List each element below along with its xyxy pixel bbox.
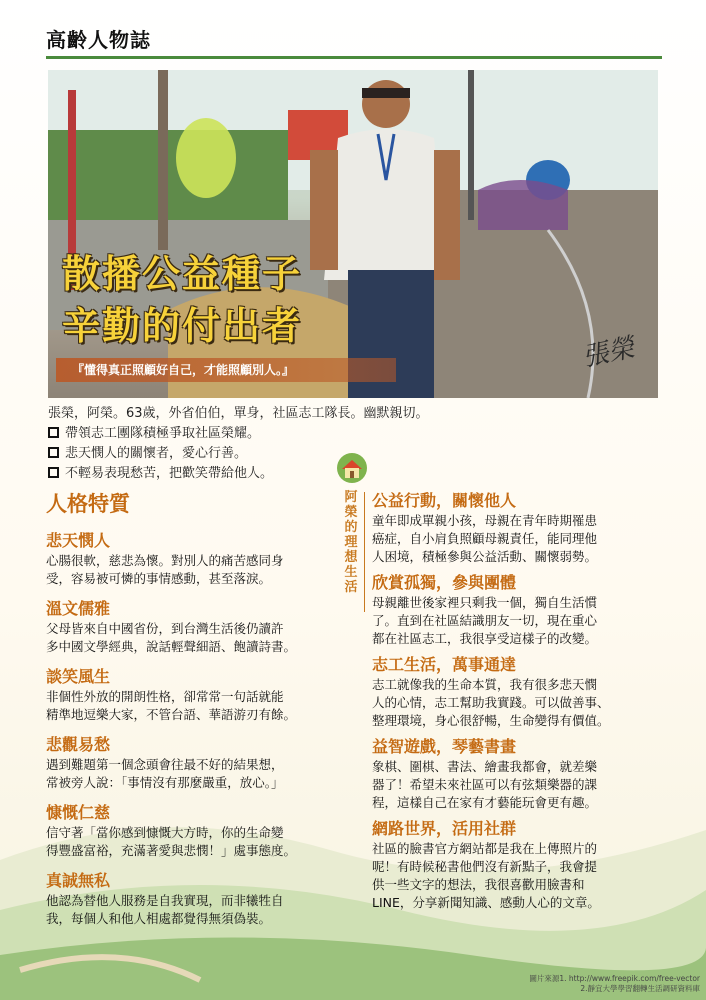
- vertical-title: [342, 490, 360, 595]
- trait-line: 受，容易被可憐的事情感動，甚至落淚。: [46, 571, 272, 586]
- quote-bar: 『懂得真正照顧好自己，才能照顧別人。』: [56, 358, 396, 382]
- ideal-life-line: 整理環境，身心很舒暢，生命變得有價值。: [372, 713, 610, 728]
- ideal-life-body: [372, 676, 664, 730]
- header-title: 高齡人物誌: [46, 28, 151, 52]
- ideal-life-body: [372, 594, 664, 648]
- ideal-life-line: 象棋、圍棋、書法、繪畫我都會，就差樂: [372, 759, 598, 774]
- trait-heading: 溫文儒雅: [46, 599, 111, 618]
- headline: [62, 248, 302, 352]
- checkbox-icon: [48, 447, 59, 458]
- trait-heading: 悲天憫人: [46, 531, 111, 550]
- ideal-life-item: [372, 818, 664, 912]
- trait-body: [46, 688, 342, 724]
- intro-line: 張榮，阿榮。63歲，外省伯伯，單身，社區志工隊長。幽默親切。: [48, 406, 429, 421]
- trait-item: [46, 530, 342, 588]
- ideal-life-heading: 網路世界，活用社群: [372, 819, 517, 838]
- ideal-life-line: 呢！有時候秘書他們沒有新點子，我會提: [372, 859, 598, 874]
- traits-column: [46, 488, 342, 938]
- ideal-life-line: 童年即成單親小孩，母親在青年時期罹患: [372, 513, 598, 528]
- vertical-title-char: 榮: [344, 505, 358, 520]
- headline-line-1: 散播公益種子: [62, 251, 303, 296]
- vertical-title-char: 的: [344, 520, 358, 535]
- trait-line: 多中國文學經典，說話輕聲細語、飽讀詩書。: [46, 639, 297, 654]
- trait-body: [46, 892, 342, 928]
- portrait-photo: [48, 70, 658, 398]
- vertical-title-char: 想: [344, 550, 358, 565]
- ideal-life-line: LINE，分享新聞知識、感動人心的文章。: [372, 895, 600, 910]
- trait-item: [46, 666, 342, 724]
- trait-body: [46, 824, 342, 860]
- ideal-life-line: 了。直到在社區結識朋友一切，現在重心: [372, 613, 598, 628]
- ideal-life-line: 母親離世後家裡只剩我一個，獨自生活慣: [372, 595, 598, 610]
- trait-heading: 真誠無私: [46, 871, 111, 890]
- trait-line: 精準地逗樂大家，不管台語、華語游刃有餘。: [46, 707, 297, 722]
- intro-bullet-text: 不輕易表現愁苦，把歡笑帶給他人。: [65, 466, 274, 481]
- checkbox-icon: [48, 427, 59, 438]
- ideal-life-line: 人的心情，志工幫助我實踐。可以做善事、: [372, 695, 610, 710]
- header-rule: [46, 56, 662, 59]
- trait-body: [46, 756, 342, 792]
- ideal-life-heading: 益智遊戲，琴藝書畫: [372, 737, 517, 756]
- trait-line: 他認為替他人服務是自我實現，而非犧牲自: [46, 893, 284, 908]
- trait-line: 得豐盛富裕，充滿著愛與悲憫！」處事態度。: [46, 843, 297, 858]
- ideal-life-line: 程，這樣自己在家有才藝能玩會更有趣。: [372, 795, 598, 810]
- intro-bullet: [48, 424, 488, 444]
- trait-body: [46, 620, 342, 656]
- trait-line: 信守著「當你感到慷慨大方時，你的生命變: [46, 825, 284, 840]
- ideal-life-body: [372, 840, 664, 912]
- trait-item: [46, 598, 342, 656]
- trait-line: 我，每個人和他人相處都覺得無須偽裝。: [46, 911, 272, 926]
- trait-item: [46, 802, 342, 860]
- checkbox-icon: [48, 467, 59, 478]
- ideal-life-line: 社區的臉書官方網站都是我在上傳照片的: [372, 841, 598, 856]
- ideal-life-heading: 欣賞孤獨，參與團體: [372, 573, 517, 592]
- vertical-divider: [364, 492, 365, 612]
- trait-item: [46, 870, 342, 928]
- page-header: [46, 24, 662, 60]
- ideal-life-item: [372, 572, 664, 648]
- trait-item: [46, 734, 342, 792]
- trait-line: 非個性外放的開朗性格，卻常常一句話就能: [46, 689, 284, 704]
- ideal-life-line: 都在社區志工，我很享受這樣子的改變。: [372, 631, 598, 646]
- trait-body: [46, 552, 342, 588]
- ideal-life-item: [372, 490, 664, 566]
- vertical-title-char: 理: [344, 535, 358, 550]
- house-icon: [336, 452, 368, 484]
- vertical-title-char: 活: [344, 580, 358, 595]
- credit-line: 圖片來源1. http://www.freepik.com/free-vector: [529, 974, 700, 983]
- ideal-life-line: 供一些文字的想法，我很喜歡用臉書和: [372, 877, 585, 892]
- intro-bullet-text: 悲天憫人的關懷者，愛心行善。: [65, 446, 248, 461]
- signature: 張榮: [579, 332, 638, 374]
- ideal-life-body: [372, 512, 664, 566]
- trait-heading: 悲觀易愁: [46, 735, 111, 754]
- trait-heading: 慷慨仁慈: [46, 803, 111, 822]
- ideal-life-line: 癌症，自小肩負照顧母親責任，能同理他: [372, 531, 598, 546]
- ideal-life-line: 志工就像我的生命本質，我有很多悲天憫: [372, 677, 598, 692]
- intro-bullet: [48, 464, 488, 484]
- ideal-life-heading: 公益行動，關懷他人: [372, 491, 517, 510]
- ideal-life-line: 人困境，積極參與公益活動、關懷弱勢。: [372, 549, 598, 564]
- intro-block: [48, 404, 488, 484]
- ideal-life-line: 器了！希望未來社區可以有弦類樂器的課: [372, 777, 598, 792]
- ideal-life-item: [372, 736, 664, 812]
- ideal-life-item: [372, 654, 664, 730]
- trait-line: 父母皆來自中國省份，到台灣生活後仍讀許: [46, 621, 284, 636]
- trait-line: 常被旁人說：「事情沒有那麼嚴重，放心。」: [46, 775, 284, 790]
- intro-bullet: [48, 444, 488, 464]
- trait-heading: 談笑風生: [46, 667, 111, 686]
- trait-line: 遇到難題第一個念頭會往最不好的結果想，: [46, 757, 284, 772]
- credit-line: 2.靜宜大學學習翻轉生活調研資料庫: [580, 984, 700, 993]
- vertical-title-char: 生: [344, 565, 358, 580]
- trait-line: 心腸很軟，慈悲為懷。對別人的痛苦感同身: [46, 553, 284, 568]
- intro-bullet-text: 帶領志工團隊積極爭取社區榮耀。: [65, 426, 261, 441]
- ideal-life-body: [372, 758, 664, 812]
- ideal-life-heading: 志工生活，萬事通達: [372, 655, 517, 674]
- ideal-life-column: [372, 490, 664, 918]
- vertical-title-char: 阿: [344, 490, 358, 505]
- traits-section-title: 人格特質: [46, 492, 130, 516]
- image-credits: [500, 974, 700, 994]
- headline-line-2: 辛勤的付出者: [62, 303, 303, 348]
